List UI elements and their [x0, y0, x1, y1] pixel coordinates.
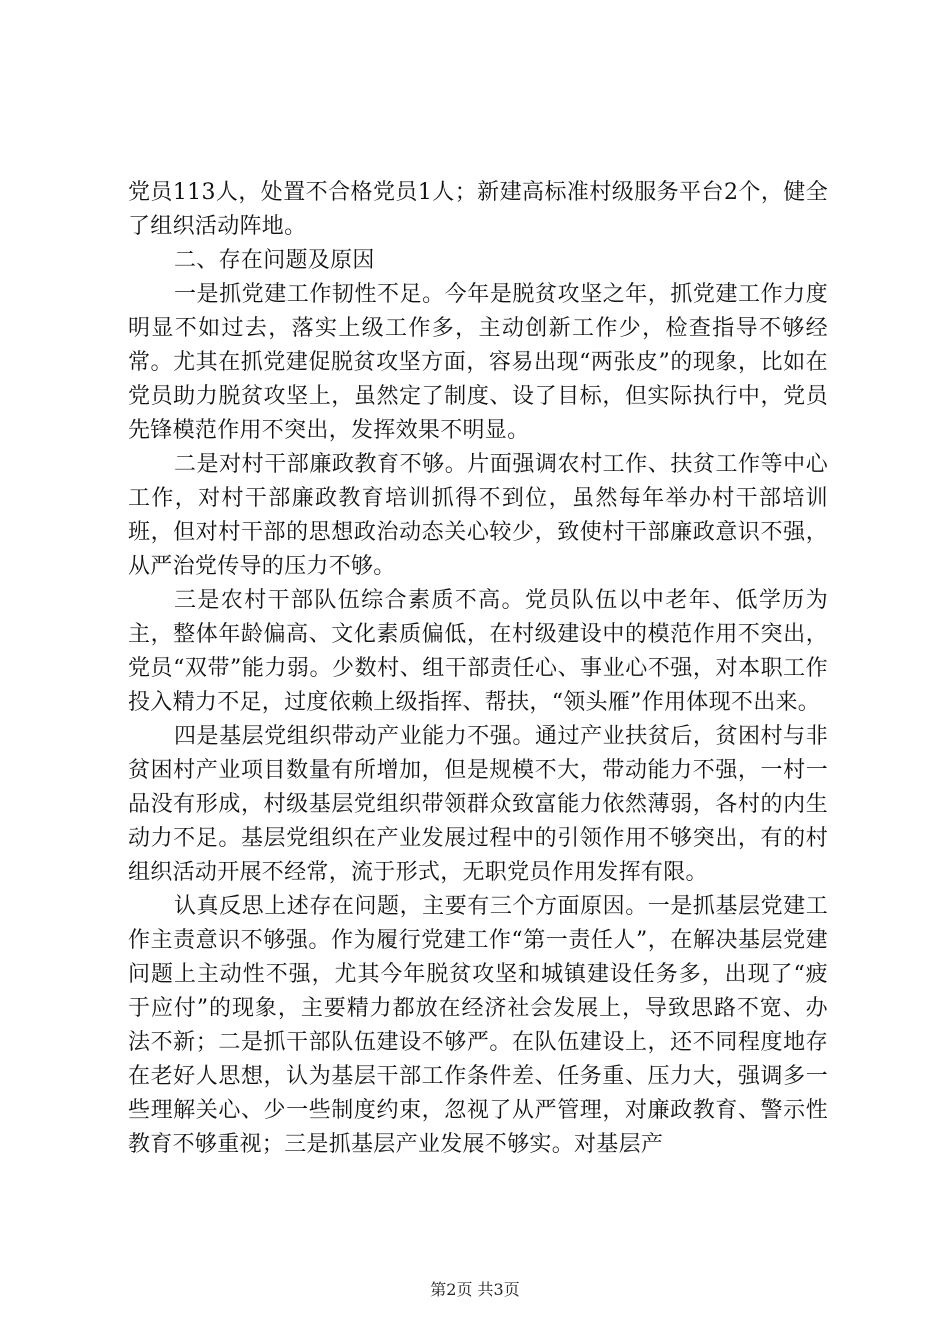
paragraph-issue-4: 四是基层党组织带动产业能力不强。通过产业扶贫后，贫困村与非贫困村产业项目数量有所增加，但是规模不大，带动能力不强，一村一品没有形成，村级基层党组织带领群众致富能力依然薄弱，各村的内生动力不足。基层党组织在产业发展过程中的引领作用不够突出，有的村组织活动开展不经常，流于形式，无职党员作用发挥有限。 — [128, 724, 828, 885]
paragraph-continuation: 党员113人，处置不合格党员1人；新建高标准村级服务平台2个，健全了组织活动阵地。 — [128, 180, 828, 239]
paragraph-reasons: 认真反思上述存在问题，主要有三个方面原因。一是抓基层党建工作主责意识不够强。作为履行党建工作“第一责任人”，在解决基层党建问题上主动性不强，尤其今年脱贫攻坚和城镇建设任务多，出现了“疲于应付”的现象，主要精力都放在经济社会发展上，导致思路不宽、办法不新；二是抓干部队伍建设不够严。在队伍建设上，还不同程度地存在老好人思想，认为基层干部工作条件差、任务重、压力大，强调多一些理解关心、少一些制度约束，忽视了从严管理，对廉政教育、警示性教育不够重视；三是抓基层产业发展不够实。对基层产 — [128, 894, 828, 1157]
document-body — [128, 176, 828, 1162]
section-heading: 二、存在问题及原因 — [174, 248, 375, 273]
paragraph-issue-1: 一是抓党建工作韧性不足。今年是脱贫攻坚之年，抓党建工作力度明显不如过去，落实上级工作多，主动创新工作少，检查指导不够经常。尤其在抓党建促脱贫攻坚方面，容易出现“两张皮”的现象，比如在党员助力脱贫攻坚上，虽然定了制度、设了目标，但实际执行中，党员先锋模范作用不突出，发挥效果不明显。 — [128, 282, 828, 443]
paragraph-issue-2: 二是对村干部廉政教育不够。片面强调农村工作、扶贫工作等中心工作，对村干部廉政教育培训抓得不到位，虽然每年举办村干部培训班，但对村干部的思想政治动态关心较少，致使村干部廉政意识不强，从严治党传导的压力不够。 — [128, 452, 828, 579]
page-number-footer: 第2页 共3页 — [430, 1280, 520, 1299]
paragraph-issue-3: 三是农村干部队伍综合素质不高。党员队伍以中老年、低学历为主，整体年龄偏高、文化素质偏低，在村级建设中的模范作用不突出，党员“双带”能力弱。少数村、组干部责任心、事业心不强，对本职工作投入精力不足，过度依赖上级指挥、帮扶，“领头雁”作用体现不出来。 — [128, 588, 828, 715]
